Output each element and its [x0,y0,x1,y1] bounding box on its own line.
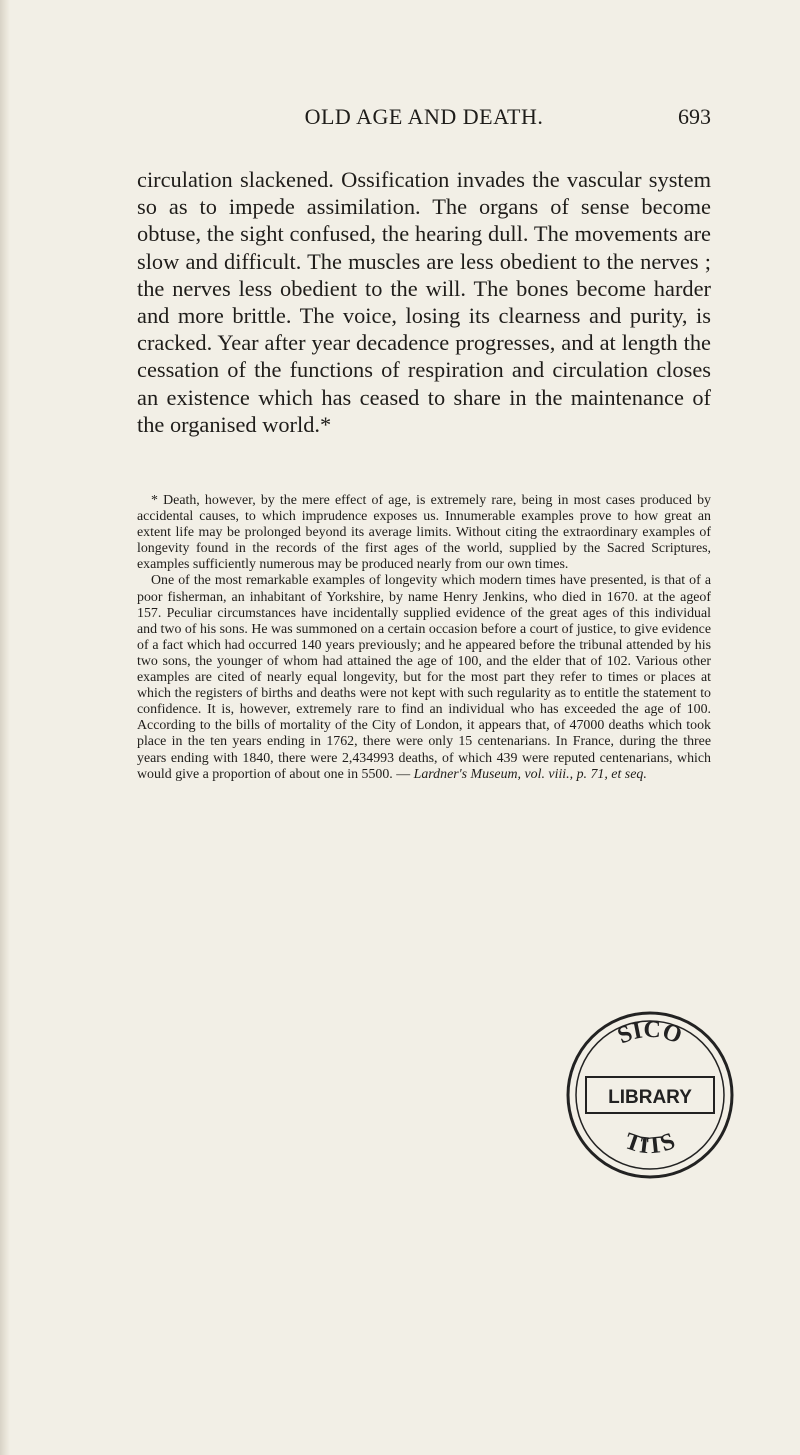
page-number: 693 [678,104,711,129]
body-paragraph: circulation slackened. Ossification invades the vascular system so as to impede assimilation. The organs of sense become obtuse, the sight confused, the hearing dull. The movements are slow and difficult. The muscles are less obedient to the nerves ; the nerves less obedient to the will. The bones become harder and more brittle. The voice, losing its clearness and purity, is cracked. Year after year decadence progresses, and at length the cessation of the functions of respiration and circulation closes an existence which has ceased to share in the maintenance of the organised world.* [137,167,711,437]
footnote-citation: Lardner's Museum, vol. viii., p. 71, et seq. [413,766,647,782]
page-header [137,104,711,138]
footnote-paragraph: * Death, however, by the mere effect of age, is extremely rare, being in most cases produced by accidental causes, to which imprudence exposes us. Innumerable examples prove to how great an extent life may be prolonged beyond its average limits. Without citing the extraordinary examples of longevity found in the records of the first ages of the world, supplied by the Sacred Scriptures, examples sufficiently numerous may be produced nearly from our own times. [137,493,711,573]
stamp-text-top: SICO [614,1016,686,1050]
footnote [137,493,711,783]
footnote-paragraph: One of the most remarkable examples of longevity which modern times have presented, is that of a poor fisherman, an inhabitant of Yorkshire, by name Henry Jenkins, who died in 1670. at the ageof 157. Peculiar circumstances have incidentally supplied evidence of the great ages of this individual and two of his sons. He was summoned on a certain occasion before a court of justice, to give evidence of a fact which had occurred 140 years previously; and he appeared before the tribunal attended by his two sons, the younger of whom had attained the age of 100, and the elder that of 102. Various other examples are cited of nearly equal longevity, but for the most part they refer to times or places at which the registers of births and deaths were not kept with such regularity as to entitle the statement to confidence. It is, however, extremely rare to find an individual who has exceeded the age of 100. According to the bills of mortality of the City of London, it appears that, of 47000 deaths which took place in the ten years ending in 1762, there were only 15 centenarians. In France, during the three years ending with 1840, there were 2,434993 deaths, of which 439 were reputed centenarians, which would give a proportion of about one in 5500. — [137,573,711,782]
library-stamp [560,1005,740,1185]
footnote-paragraph-with-citation [137,573,711,782]
stamp-text-middle: LIBRARY [608,1087,692,1108]
stamp-text-bottom: TITS [621,1128,679,1160]
page-edge-shadow [0,0,10,1455]
running-head: OLD AGE AND DEATH. [304,104,544,129]
